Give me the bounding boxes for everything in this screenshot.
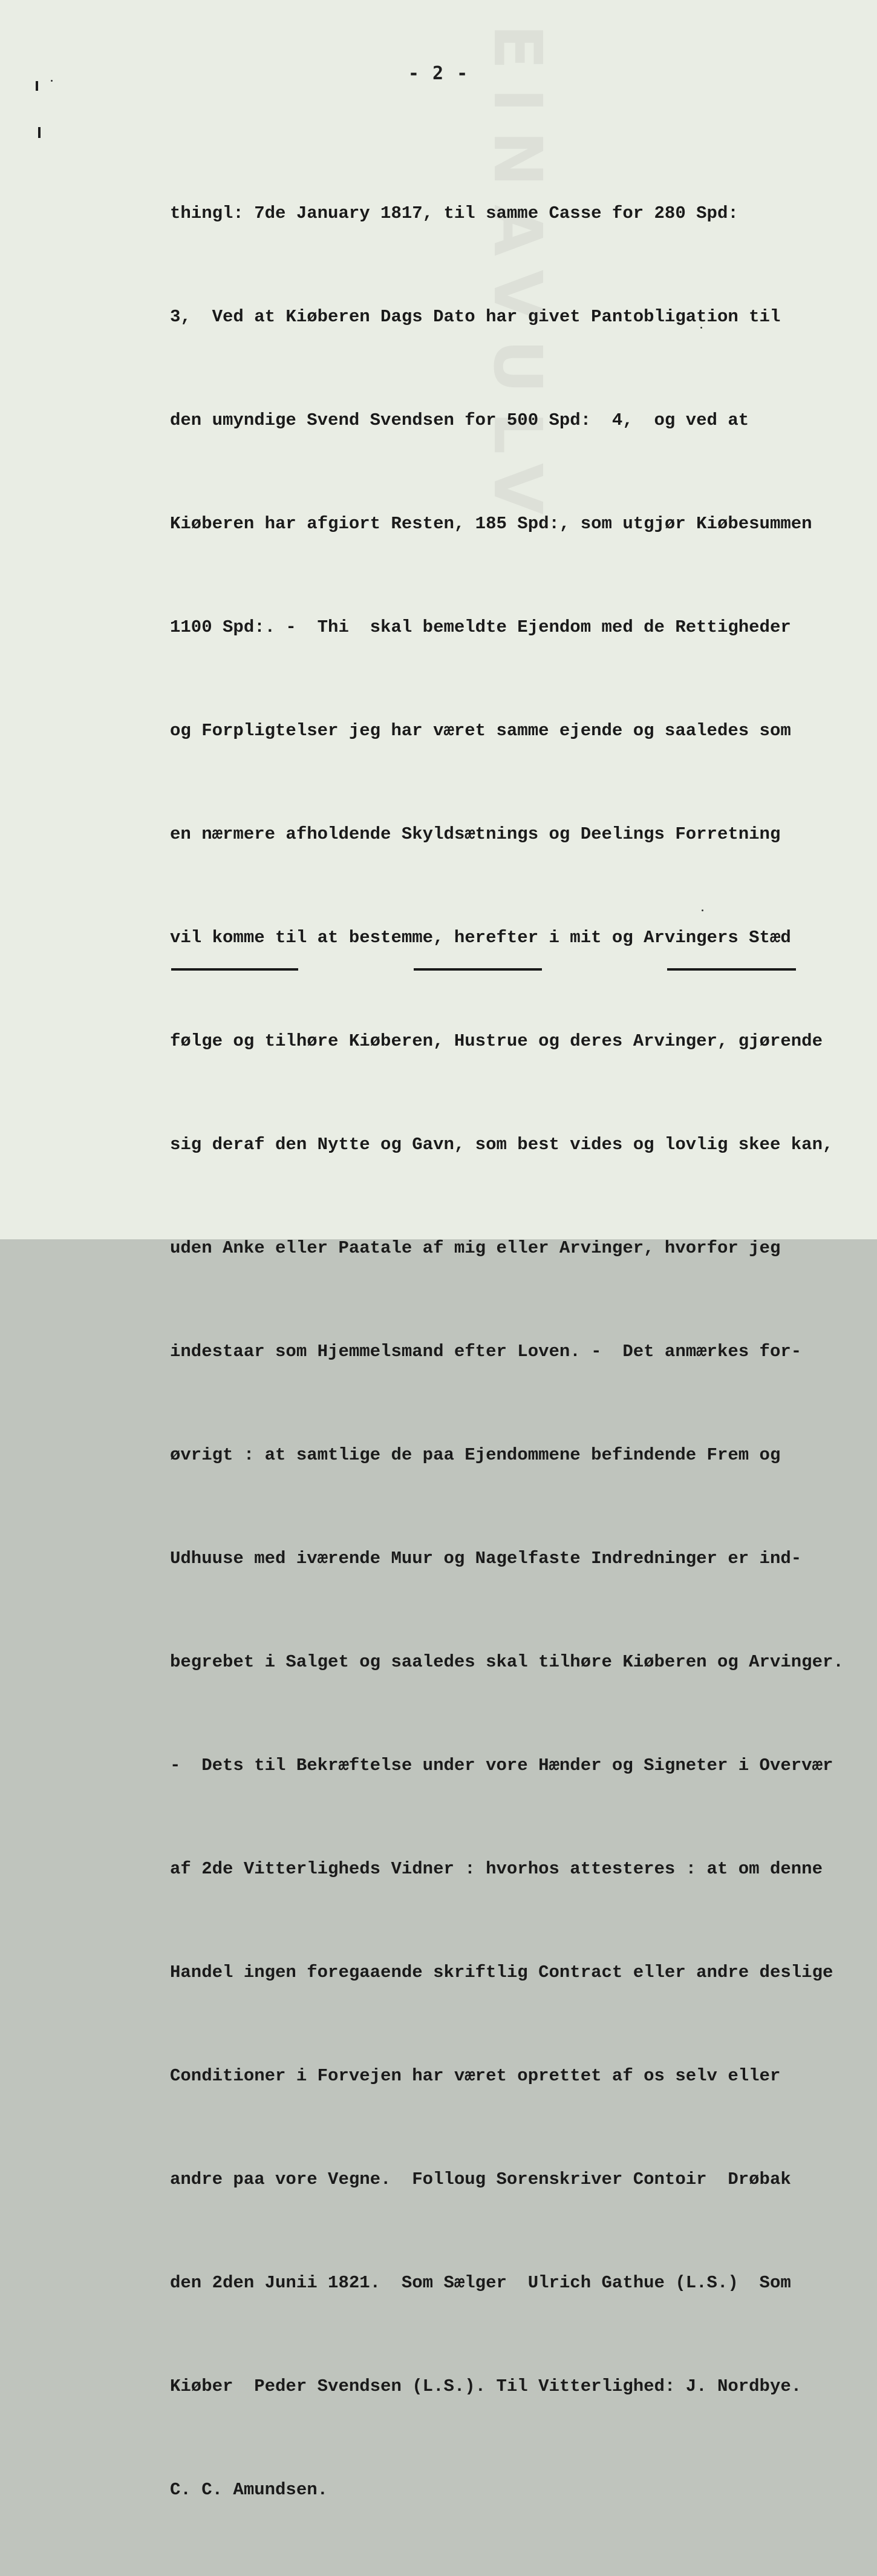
text-line: begrebet i Salget og saaledes skal tilhøre Kiøberen og Arvinger. [170, 1652, 844, 1672]
text-line: sig deraf den Nytte og Gavn, som best vides og lovlig skee kan, [170, 1135, 833, 1155]
text-line: thingl: 7de January 1817, til samme Casse for 280 Spd: [170, 203, 738, 223]
text-line: af 2de Vitterligheds Vidner : hvorhos attesteres : at om denne [170, 1859, 823, 1879]
text-line: Udhuuse med iværende Muur og Nagelfaste Indredninger er ind- [170, 1549, 802, 1568]
text-line: 3, Ved at Kiøberen Dags Dato har givet Pantobligation til [170, 307, 781, 327]
signature-line [171, 968, 298, 971]
text-line: den umyndige Svend Svendsen for 500 Spd: 4, og ved at [170, 410, 749, 430]
text-line: den 2den Junii 1821. Som Sælger Ulrich Gathue (L.S.) Som [170, 2273, 791, 2293]
signature-line [414, 968, 542, 971]
text-line: Kiøberen har afgiort Resten, 185 Spd:, som utgjør Kiøbesummen [170, 514, 812, 534]
document-body [170, 127, 847, 2576]
text-line: Kiøber Peder Svendsen (L.S.). Til Vitterlighed: J. Nordbye. [170, 2376, 802, 2396]
text-line: 1100 Spd:. - Thi skal bemeldte Ejendom med de Rettigheder [170, 617, 791, 637]
text-line: uden Anke eller Paatale af mig eller Arvinger, hvorfor jeg [170, 1238, 781, 1258]
page-number: - 2 - [408, 63, 469, 84]
margin-mark [38, 127, 41, 138]
text-line: en nærmere afholdende Skyldsætnings og Deelings Forretning [170, 824, 781, 844]
text-line: indestaar som Hjemmelsmand efter Loven. - Det anmærkes for- [170, 1342, 802, 1362]
text-line: og Forpligtelser jeg har været samme ejende og saaledes som [170, 721, 791, 741]
text-line: følge og tilhøre Kiøberen, Hustrue og deres Arvinger, gjørende [170, 1031, 823, 1051]
signature-line [667, 968, 796, 971]
text-line: vil komme til at bestemme, herefter i mit og Arvingers Stæd [170, 928, 791, 948]
text-line: - Dets til Bekræftelse under vore Hænder og Signeter i Overvær [170, 1755, 833, 1775]
text-line: andre paa vore Vegne. Folloug Sorenskriver Contoir Drøbak [170, 2169, 791, 2189]
text-line: Conditioner i Forvejen har været oprettet af os selv eller [170, 2066, 781, 2086]
text-line: øvrigt : at samtlige de paa Ejendommene befindende Frem og [170, 1445, 781, 1465]
text-line: Handel ingen foregaaende skriftlig Contract eller andre deslige [170, 1962, 833, 1982]
text-line: C. C. Amundsen. [170, 2480, 328, 2500]
watermark: EINAVULV [479, 24, 556, 533]
